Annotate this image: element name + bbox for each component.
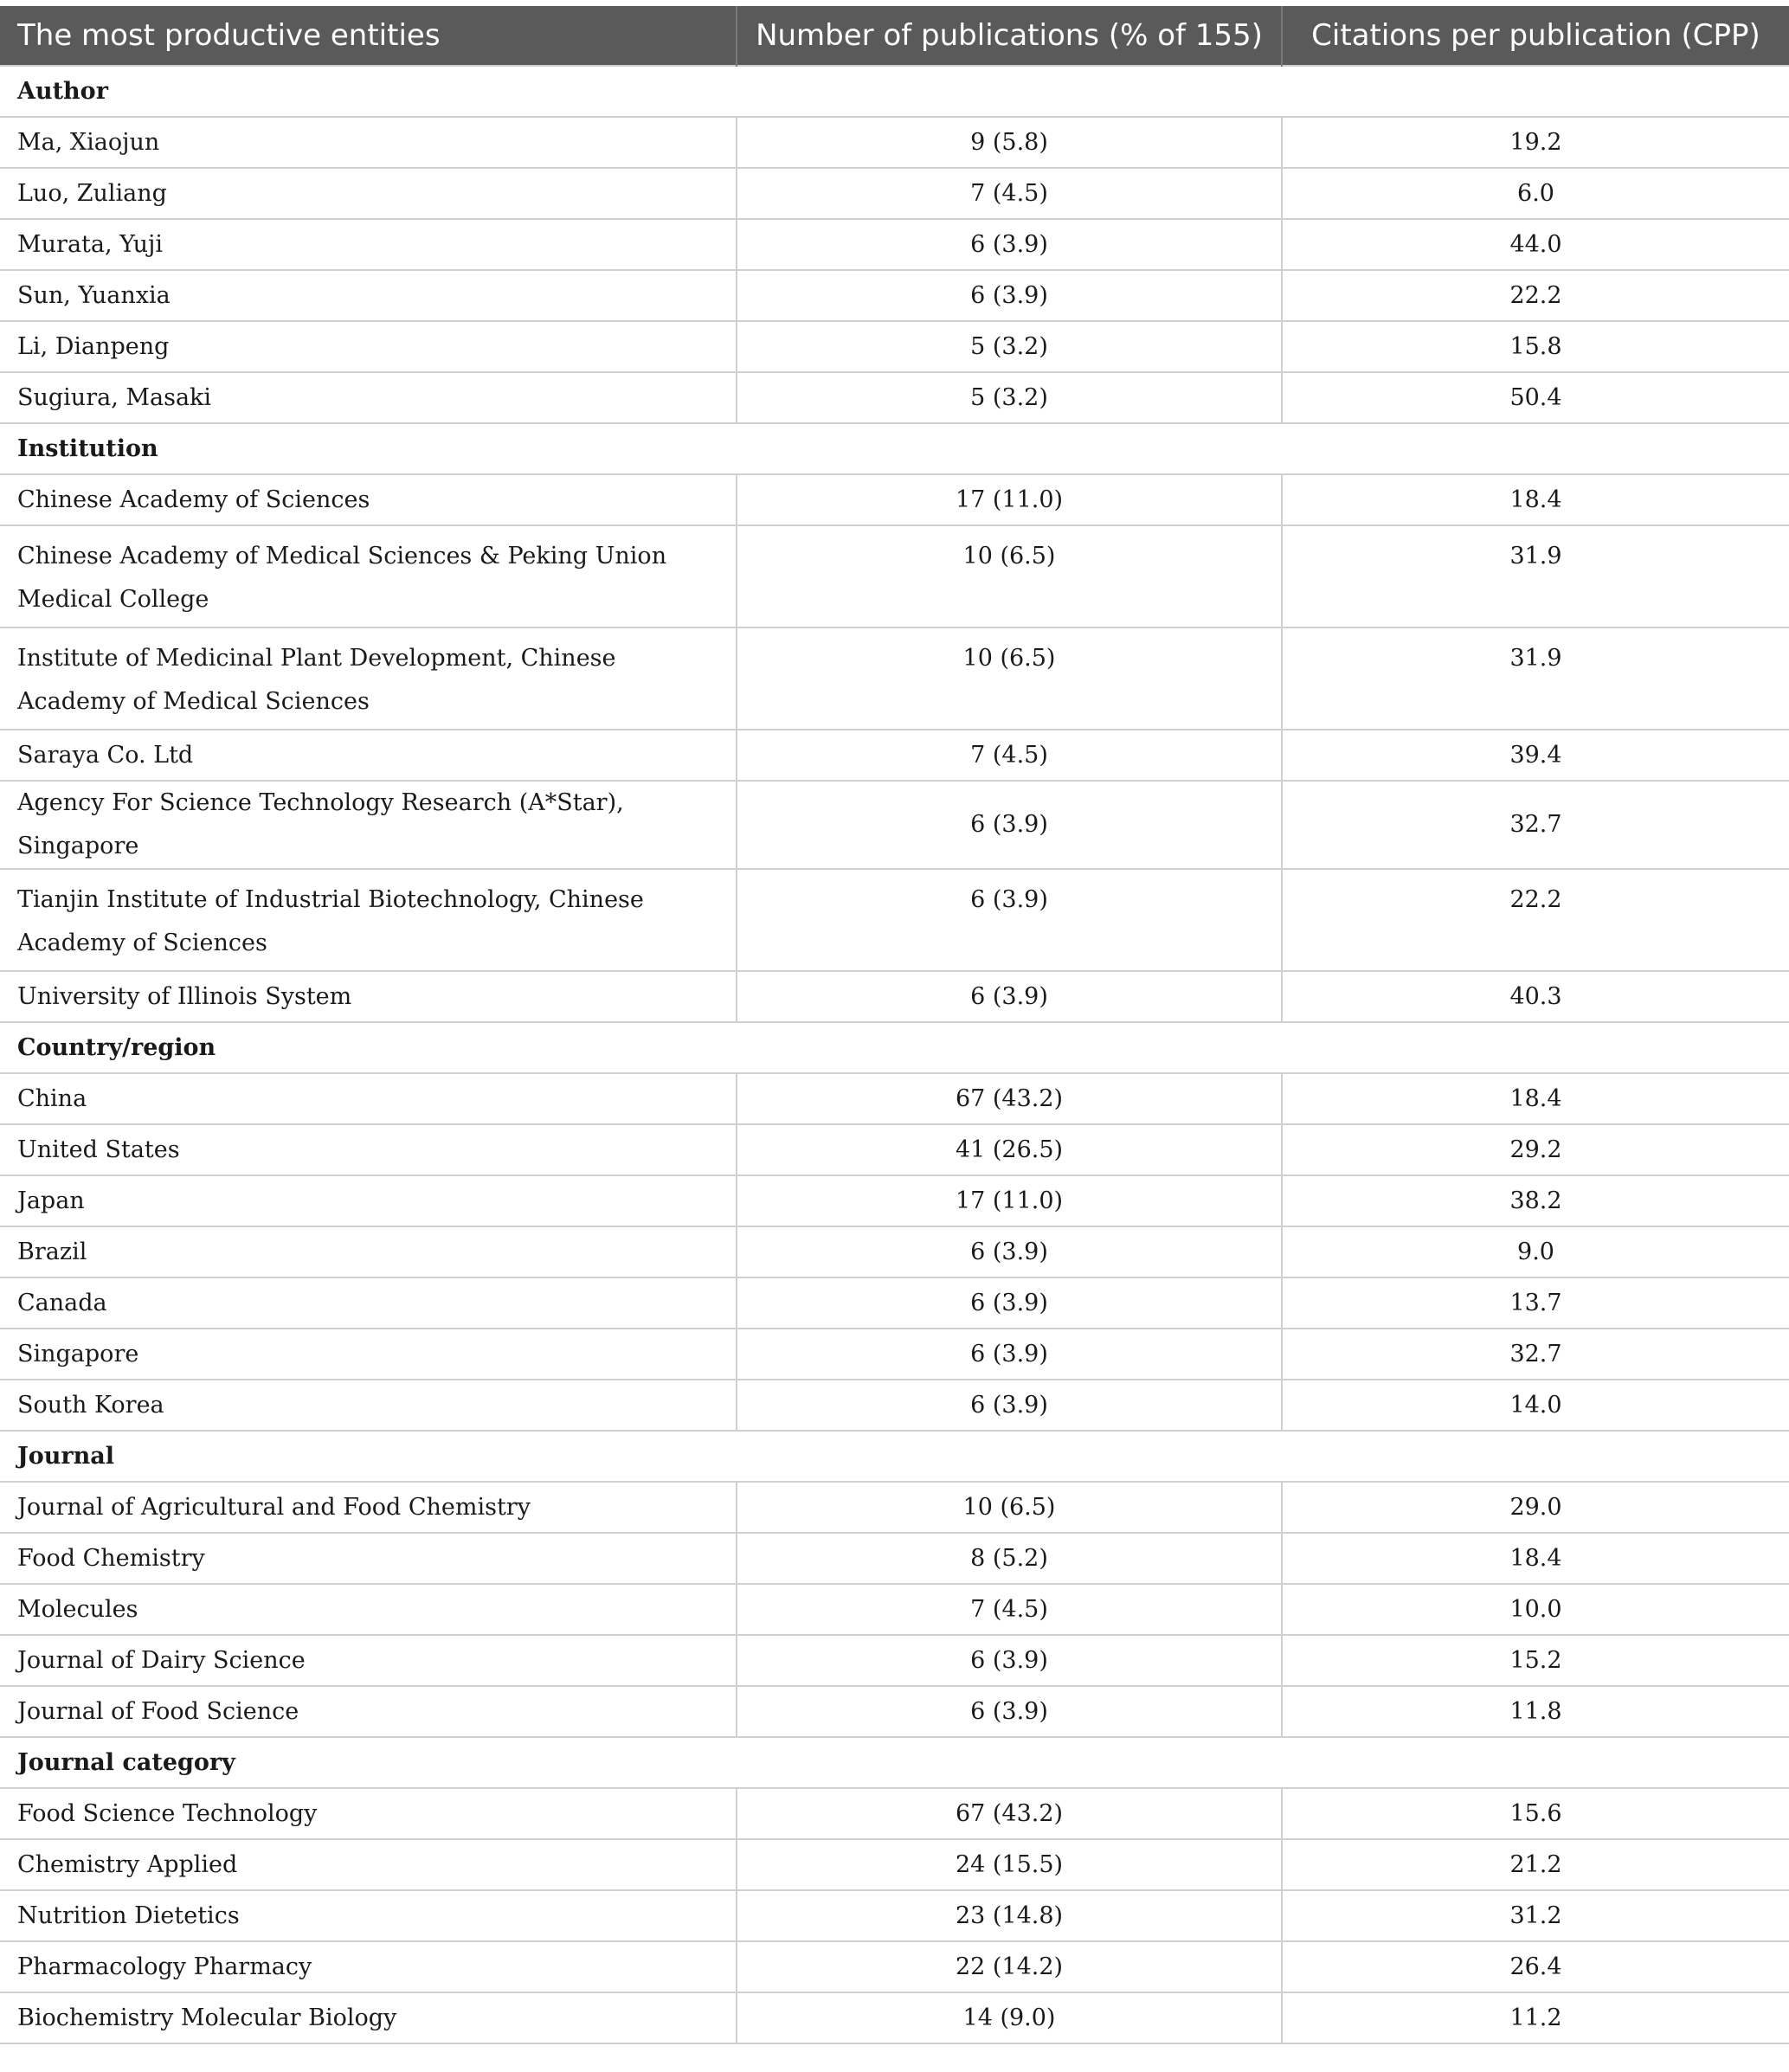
productive-entities-table (0, 6, 1789, 2044)
table-row (0, 1686, 1789, 1737)
cpp-cell: 29.0 (1282, 1482, 1789, 1533)
entity-cell: Sugiura, Masaki (0, 372, 737, 423)
section-row (0, 66, 1789, 117)
table-row (0, 1277, 1789, 1329)
entity-cell: Journal of Dairy Science (0, 1635, 737, 1686)
cpp-cell: 18.4 (1282, 474, 1789, 525)
table-row (0, 1226, 1789, 1277)
entity-cell: Agency For Science Technology Research (A*Star), Singapore (0, 781, 737, 869)
cpp-cell: 32.7 (1282, 1329, 1789, 1380)
table-row (0, 1890, 1789, 1941)
cpp-cell: 50.4 (1282, 372, 1789, 423)
section-title: Author (0, 66, 1789, 117)
table-row (0, 1839, 1789, 1890)
cpp-cell: 40.3 (1282, 971, 1789, 1022)
entity-cell: Murata, Yuji (0, 219, 737, 270)
entity-cell: Chinese Academy of Sciences (0, 474, 737, 525)
table-row (0, 1175, 1789, 1226)
entity-cell: Canada (0, 1277, 737, 1329)
table-row (0, 1584, 1789, 1635)
cpp-cell: 31.9 (1282, 525, 1789, 627)
publications-cell: 22 (14.2) (737, 1941, 1282, 1992)
publications-cell: 14 (9.0) (737, 1992, 1282, 2043)
table-row (0, 1073, 1789, 1124)
table-row (0, 474, 1789, 525)
productive-entities-table-container (0, 6, 1789, 2044)
table-row (0, 730, 1789, 781)
table-row (0, 525, 1789, 627)
cpp-cell: 21.2 (1282, 1839, 1789, 1890)
table-row (0, 1482, 1789, 1533)
entity-cell: United States (0, 1124, 737, 1175)
publications-cell: 6 (3.9) (737, 270, 1282, 321)
table-row (0, 1992, 1789, 2043)
entity-cell: Institute of Medicinal Plant Development, Chinese Academy of Medical Sciences (0, 627, 737, 730)
publications-cell: 6 (3.9) (737, 1686, 1282, 1737)
section-row (0, 1431, 1789, 1482)
entity-cell: Journal of Food Science (0, 1686, 737, 1737)
entity-cell: Pharmacology Pharmacy (0, 1941, 737, 1992)
section-row (0, 1022, 1789, 1073)
publications-cell: 6 (3.9) (737, 869, 1282, 971)
cpp-cell: 10.0 (1282, 1584, 1789, 1635)
section-title: Journal (0, 1431, 1789, 1482)
cpp-cell: 13.7 (1282, 1277, 1789, 1329)
section-title: Journal category (0, 1737, 1789, 1788)
entity-cell: Ma, Xiaojun (0, 117, 737, 168)
publications-cell: 17 (11.0) (737, 1175, 1282, 1226)
cpp-cell: 44.0 (1282, 219, 1789, 270)
entity-cell: South Korea (0, 1380, 737, 1431)
entity-cell: Food Science Technology (0, 1788, 737, 1839)
cpp-cell: 31.2 (1282, 1890, 1789, 1941)
publications-cell: 6 (3.9) (737, 971, 1282, 1022)
section-row (0, 1737, 1789, 1788)
table-row (0, 1329, 1789, 1380)
table-header (0, 6, 1789, 66)
table-row (0, 1635, 1789, 1686)
publications-cell: 67 (43.2) (737, 1073, 1282, 1124)
cpp-cell: 15.2 (1282, 1635, 1789, 1686)
table-row (0, 219, 1789, 270)
table-row (0, 1941, 1789, 1992)
publications-cell: 5 (3.2) (737, 321, 1282, 372)
entity-cell: Food Chemistry (0, 1533, 737, 1584)
publications-cell: 6 (3.9) (737, 1226, 1282, 1277)
publications-cell: 17 (11.0) (737, 474, 1282, 525)
cpp-cell: 29.2 (1282, 1124, 1789, 1175)
cpp-cell: 18.4 (1282, 1073, 1789, 1124)
publications-cell: 23 (14.8) (737, 1890, 1282, 1941)
table-row (0, 372, 1789, 423)
cpp-cell: 26.4 (1282, 1941, 1789, 1992)
cpp-cell: 19.2 (1282, 117, 1789, 168)
entity-cell: Li, Dianpeng (0, 321, 737, 372)
cpp-cell: 18.4 (1282, 1533, 1789, 1584)
cpp-cell: 22.2 (1282, 270, 1789, 321)
publications-cell: 6 (3.9) (737, 1380, 1282, 1431)
cpp-cell: 11.2 (1282, 1992, 1789, 2043)
entity-cell: Singapore (0, 1329, 737, 1380)
header-publications: Number of publications (% of 155) (737, 6, 1282, 66)
publications-cell: 9 (5.8) (737, 117, 1282, 168)
table-row (0, 869, 1789, 971)
publications-cell: 7 (4.5) (737, 168, 1282, 219)
publications-cell: 6 (3.9) (737, 781, 1282, 869)
table-row (0, 1124, 1789, 1175)
cpp-cell: 31.9 (1282, 627, 1789, 730)
entity-cell: Chinese Academy of Medical Sciences & Peking Union Medical College (0, 525, 737, 627)
entity-cell: Nutrition Dietetics (0, 1890, 737, 1941)
entity-cell: Biochemistry Molecular Biology (0, 1992, 737, 2043)
cpp-cell: 22.2 (1282, 869, 1789, 971)
table-row (0, 321, 1789, 372)
entity-cell: Chemistry Applied (0, 1839, 737, 1890)
header-row (0, 6, 1789, 66)
table-row (0, 117, 1789, 168)
publications-cell: 7 (4.5) (737, 1584, 1282, 1635)
publications-cell: 10 (6.5) (737, 525, 1282, 627)
header-cpp: Citations per publication (CPP) (1282, 6, 1789, 66)
entity-cell: Molecules (0, 1584, 737, 1635)
cpp-cell: 32.7 (1282, 781, 1789, 869)
table-row (0, 270, 1789, 321)
entity-cell: Brazil (0, 1226, 737, 1277)
table-row (0, 627, 1789, 730)
cpp-cell: 39.4 (1282, 730, 1789, 781)
cpp-cell: 15.6 (1282, 1788, 1789, 1839)
table-body (0, 66, 1789, 2043)
cpp-cell: 11.8 (1282, 1686, 1789, 1737)
entity-cell: Tianjin Institute of Industrial Biotechnology, Chinese Academy of Sciences (0, 869, 737, 971)
entity-cell: China (0, 1073, 737, 1124)
publications-cell: 67 (43.2) (737, 1788, 1282, 1839)
entity-cell: Japan (0, 1175, 737, 1226)
publications-cell: 24 (15.5) (737, 1839, 1282, 1890)
table-row (0, 1380, 1789, 1431)
publications-cell: 6 (3.9) (737, 1329, 1282, 1380)
table-row (0, 1788, 1789, 1839)
publications-cell: 6 (3.9) (737, 219, 1282, 270)
cpp-cell: 9.0 (1282, 1226, 1789, 1277)
publications-cell: 6 (3.9) (737, 1635, 1282, 1686)
section-title: Country/region (0, 1022, 1789, 1073)
cpp-cell: 14.0 (1282, 1380, 1789, 1431)
publications-cell: 7 (4.5) (737, 730, 1282, 781)
table-row (0, 971, 1789, 1022)
publications-cell: 8 (5.2) (737, 1533, 1282, 1584)
cpp-cell: 15.8 (1282, 321, 1789, 372)
header-entities: The most productive entities (0, 6, 737, 66)
publications-cell: 5 (3.2) (737, 372, 1282, 423)
cpp-cell: 6.0 (1282, 168, 1789, 219)
publications-cell: 10 (6.5) (737, 1482, 1282, 1533)
publications-cell: 10 (6.5) (737, 627, 1282, 730)
entity-cell: Sun, Yuanxia (0, 270, 737, 321)
table-row (0, 168, 1789, 219)
section-title: Institution (0, 423, 1789, 474)
cpp-cell: 38.2 (1282, 1175, 1789, 1226)
section-row (0, 423, 1789, 474)
entity-cell: Journal of Agricultural and Food Chemistry (0, 1482, 737, 1533)
table-row (0, 781, 1789, 869)
publications-cell: 6 (3.9) (737, 1277, 1282, 1329)
table-row (0, 1533, 1789, 1584)
publications-cell: 41 (26.5) (737, 1124, 1282, 1175)
entity-cell: Luo, Zuliang (0, 168, 737, 219)
entity-cell: Saraya Co. Ltd (0, 730, 737, 781)
entity-cell: University of Illinois System (0, 971, 737, 1022)
